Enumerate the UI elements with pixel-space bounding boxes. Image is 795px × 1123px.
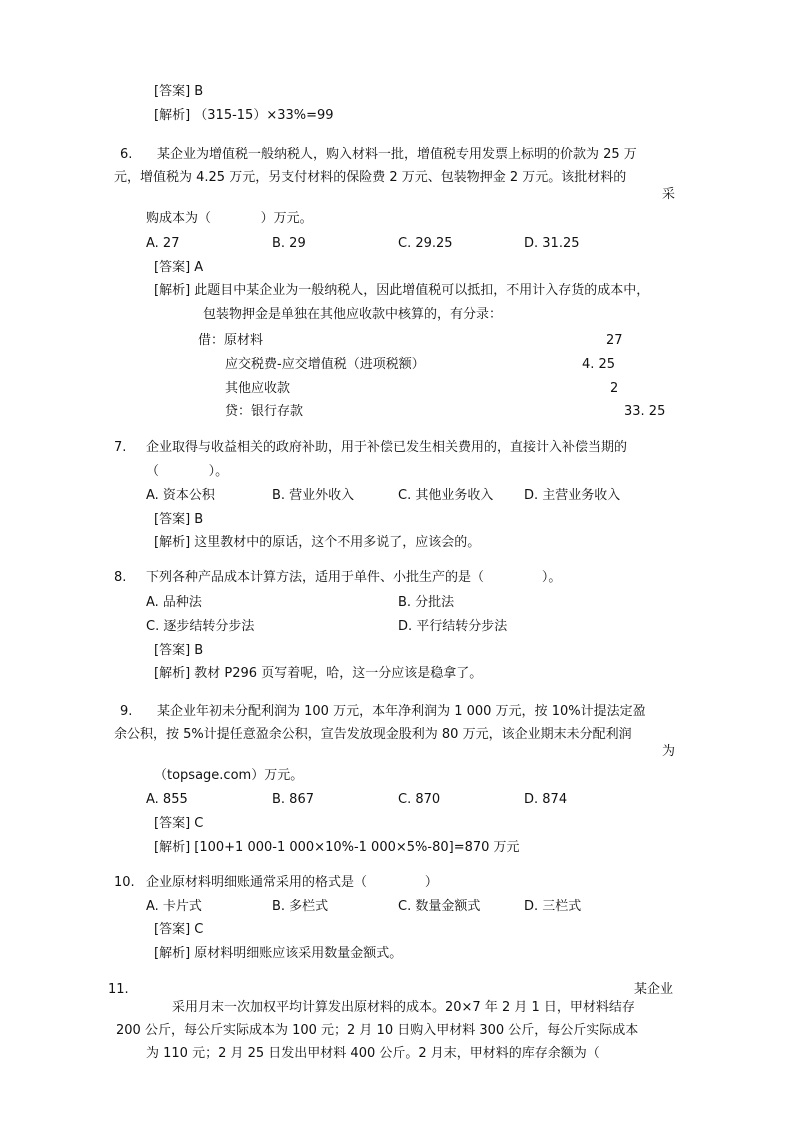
q7-text-line1: 企业取得与收益相关的政府补助，用于补偿已发生相关费用的，直接计入补偿当期的 xyxy=(146,440,628,455)
q11-number: 11. xyxy=(108,982,129,997)
q9-answer: [答案] C xyxy=(154,816,204,831)
q11-text-line4: 为 110 元；2 月 25 日发出甲材料 400 公斤。2 月末，甲材料的库存余额为（ xyxy=(146,1046,600,1061)
q5-analysis: [解析] （315-15）×33%=99 xyxy=(154,108,334,123)
q11-text-line1-tail: 某企业 xyxy=(634,982,674,997)
q6-entry-label: 贷：银行存款 xyxy=(225,404,304,419)
q8-option-d: D. 平行结转分步法 xyxy=(398,619,508,634)
q10-number: 10. xyxy=(114,875,135,890)
q11-text-line2: 采用月末一次加权平均计算发出原材料的成本。20×7 年 2 月 1 日，甲材料结存 xyxy=(172,1000,635,1015)
q7-number: 7. xyxy=(114,440,127,455)
q10-option-a: A. 卡片式 xyxy=(146,899,202,914)
q6-number: 6. xyxy=(120,147,133,162)
q7-option-a: A. 资本公积 xyxy=(146,488,215,503)
q7-option-b: B. 营业外收入 xyxy=(272,488,355,503)
q8-option-a: A. 品种法 xyxy=(146,595,202,610)
q9-option-a: A. 855 xyxy=(146,792,188,807)
q6-option-d: D. 31.25 xyxy=(524,236,580,251)
q8-text-line1: 下列各种产品成本计算方法，适用于单件、小批生产的是（ ）。 xyxy=(146,570,562,585)
q9-option-c: C. 870 xyxy=(398,792,441,807)
q6-entry-amount: 33. 25 xyxy=(624,404,666,419)
q7-analysis: [解析] 这里教材中的原话，这个不用多说了，应该会的。 xyxy=(154,535,481,550)
q8-answer: [答案] B xyxy=(154,643,204,658)
q8-analysis: [解析] 教材 P296 页写着呢，哈，这一分应该是稳拿了。 xyxy=(154,666,483,681)
q10-text-line1: 企业原材料明细账通常采用的格式是（ ） xyxy=(146,875,438,890)
q9-option-d: D. 874 xyxy=(524,792,568,807)
q6-text-line2-tail: 采 xyxy=(662,187,676,202)
q6-answer: [答案] A xyxy=(154,260,204,275)
q9-analysis: [解析] [100+1 000-1 000×10%-1 000×5%-80]=870 万元 xyxy=(154,840,520,855)
q6-text-line2: 元，增值税为 4.25 万元，另支付材料的保险费 2 万元、包装物押金 2 万元。该批材料的 xyxy=(114,170,627,185)
q10-option-c: C. 数量金额式 xyxy=(398,899,481,914)
q6-entry-label: 其他应收款 xyxy=(225,381,291,396)
q6-option-c: C. 29.25 xyxy=(398,236,453,251)
q6-text-line3: 购成本为（ ）万元。 xyxy=(146,211,313,226)
q5-answer: [答案] B xyxy=(154,84,204,99)
q6-entry-label: 应交税费-应交增值税（进项税额） xyxy=(225,357,425,372)
q10-answer: [答案] C xyxy=(154,922,204,937)
q7-text-line2: （ ）。 xyxy=(146,464,229,479)
q11-text-line3: 200 公斤，每公斤实际成本为 100 元；2 月 10 日购入甲材料 300 公斤，每公斤实际成本 xyxy=(116,1023,639,1038)
q9-text-line2: 余公积，按 5%计提任意盈余公积，宣告发放现金股利为 80 万元，该企业期末未分配利润 xyxy=(114,727,632,742)
q6-entry-amount: 2 xyxy=(610,381,619,396)
q8-number: 8. xyxy=(114,570,127,585)
q10-option-d: D. 三栏式 xyxy=(524,899,582,914)
q6-option-a: A. 27 xyxy=(146,236,180,251)
q6-entry-amount: 4. 25 xyxy=(582,357,616,372)
q6-analysis-line2: 包装物押金是单独在其他应收款中核算的，有分录： xyxy=(203,307,503,322)
q6-entry-amount: 27 xyxy=(606,333,623,348)
q7-option-c: C. 其他业务收入 xyxy=(398,488,494,503)
q6-analysis-line1: [解析] 此题目中某企业为一般纳税人，因此增值税可以抵扣，不用计入存货的成本中， xyxy=(154,283,650,298)
q8-option-c: C. 逐步结转分步法 xyxy=(146,619,255,634)
q6-text-line1: 某企业为增值税一般纳税人，购入材料一批，增值税专用发票上标明的价款为 25 万 xyxy=(157,147,637,162)
q9-text-line2-tail: 为 xyxy=(662,744,676,759)
q10-analysis: [解析] 原材料明细账应该采用数量金额式。 xyxy=(154,946,403,961)
q6-entry-label: 借：原材料 xyxy=(198,333,264,348)
q6-option-b: B. 29 xyxy=(272,236,306,251)
q10-option-b: B. 多栏式 xyxy=(272,899,329,914)
q9-text-line1: 某企业年初未分配利润为 100 万元，本年净利润为 1 000 万元，按 10%计提法定盈 xyxy=(157,704,646,719)
q9-number: 9. xyxy=(120,704,133,719)
q9-text-line3: （topsage.com）万元。 xyxy=(154,768,304,783)
q7-option-d: D. 主营业务收入 xyxy=(524,488,621,503)
q9-option-b: B. 867 xyxy=(272,792,314,807)
q7-answer: [答案] B xyxy=(154,512,204,527)
q8-option-b: B. 分批法 xyxy=(398,595,455,610)
